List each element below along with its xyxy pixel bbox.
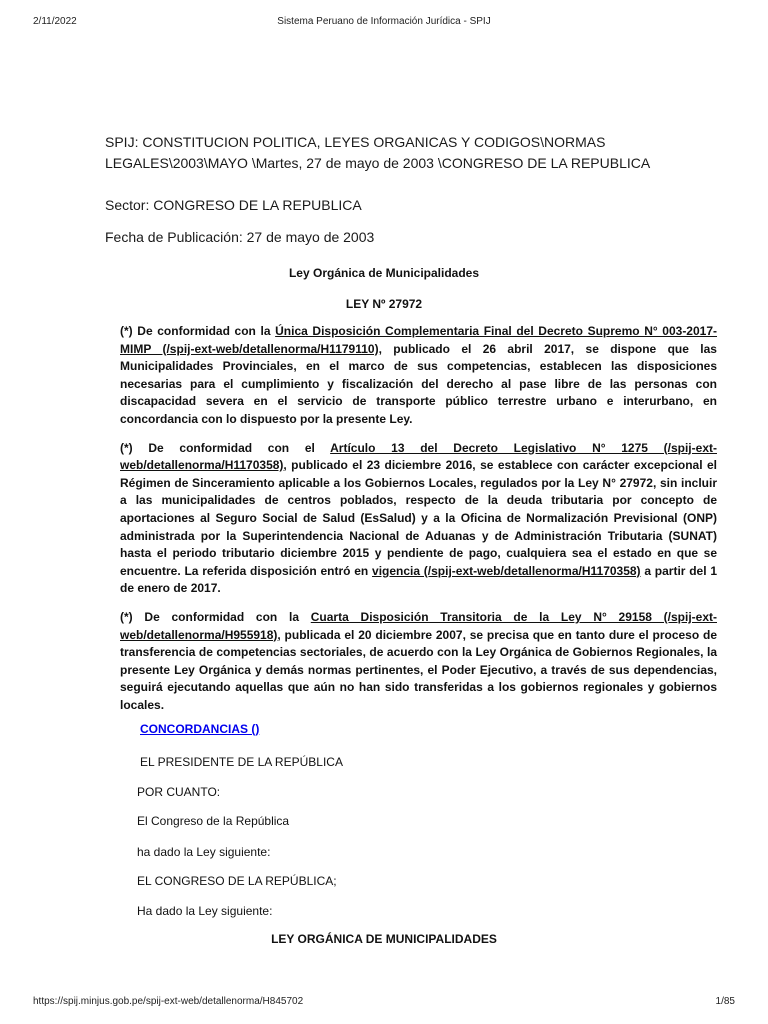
law-number: LEY Nº 27972 xyxy=(345,297,423,311)
congreso-caps-line: EL CONGRESO DE LA REPÚBLICA; xyxy=(137,874,337,888)
publication-date: Fecha de Publicación: 27 de mayo de 2003 xyxy=(105,229,375,245)
print-header xyxy=(33,16,735,30)
print-date: 2/11/2022 xyxy=(33,16,77,27)
document-intro xyxy=(105,132,708,248)
breadcrumb-path: SPIJ: CONSTITUCION POLITICA, LEYES ORGANICAS Y CODIGOS\NORMAS LEGALES\2003\MAYO \Martes, 27 de mayo de 2003 \CONGRESO DE LA REPUBLICA xyxy=(105,134,651,171)
page-url: https://spij.minjus.gob.pe/spij-ext-web/detallenorma/H845702 xyxy=(33,996,304,1007)
note-1: (*) De conformidad con la Única Disposición Complementaria Final del Decreto Supremo N° 003-2017-MIMP (/spij-ext-web/detallenorma/H1179110), publicado el 26 abril 2017, se dispone que las Municipalidades Provinciales, en el marco de sus competencias, establecen las disposiciones necesarias para el cumplimiento y fiscalización del derecho al pase libre de las personas con discapacidad severa en el servicio de transporte público terrestre urbano e interurbano, en concordancia con lo dispuesto por la presente Ley. xyxy=(120,324,718,426)
concordancias-link[interactable]: CONCORDANCIAS () xyxy=(140,722,260,736)
sector-line: Sector: CONGRESO DE LA REPUBLICA xyxy=(105,197,362,213)
ha-dado-line: ha dado la Ley siguiente: xyxy=(137,845,271,859)
note-2-link[interactable]: Artículo 13 del Decreto Legislativo N° 1275 (/spij-ext-web/detallenorma/H1170358) xyxy=(120,440,717,473)
por-cuanto-line: POR CUANTO: xyxy=(137,785,221,799)
note-2-vigencia-link[interactable]: vigencia (/spij-ext-web/detallenorma/H1170358) xyxy=(372,563,641,578)
note-3: (*) De conformidad con la Cuarta Disposición Transitoria de la Ley N° 29158 (/spij-ext-web/detallenorma/H955918), publicada el 20 diciembre 2007, se precisa que en tanto dure el proceso de transferencia de competencias sectoriales, de acuerdo con la Ley Orgánica de Gobiernos Regionales, la presente Ley Orgánica y demás normas pertinentes, el Poder Ejecutivo, a través de sus dependencias, seguirá ejecutando aquellas que aún no han sido transferidas a los gobiernos regionales y gobiernos locales. xyxy=(120,609,717,712)
site-title: Sistema Peruano de Información Jurídica - SPIJ xyxy=(277,16,491,27)
notes-section xyxy=(120,323,717,725)
page-number: 1/85 xyxy=(715,996,735,1007)
note-1-link[interactable]: Única Disposición Complementaria Final del Decreto Supremo N° 003-2017-MIMP (/spij-ext-web/detallenorma/H1179110) xyxy=(120,324,718,356)
note-3-link[interactable]: Cuarta Disposición Transitoria de la Ley N° 29158 (/spij-ext-web/detallenorma/H955918) xyxy=(120,609,717,642)
ley-organica-title: LEY ORGÁNICA DE MUNICIPALIDADES xyxy=(271,932,497,946)
ha-dado-line-2: Ha dado la Ley siguiente: xyxy=(137,904,273,918)
print-footer xyxy=(33,996,735,1010)
presidente-line: EL PRESIDENTE DE LA REPÚBLICA xyxy=(140,755,343,769)
note-2: (*) De conformidad con el Artículo 13 del Decreto Legislativo N° 1275 (/spij-ext-web/detallenorma/H1170358), publicado el 23 diciembre 2016, se establece con carácter excepcional el Régimen de Sinceramiento aplicable a los Gobiernos Locales, regulados por la Ley N° 27972, sin incluir a las municipalidades de centros poblados, respecto de la deuda tributaria por concepto de aportaciones al Seguro Social de Salud (EsSalud) y a la Oficina de Normalización Previsional (ONP) administrada por la Superintendencia Nacional de Aduanas y de Administración Tributaria (SUNAT) hasta el periodo tributario diciembre 2015 y pendiente de pago, cualquiera sea el estado en que se encuentre. La referida disposición entró en vigencia (/spij-ext-web/detallenorma/H1170358) a partir del 1 de enero de 2017. xyxy=(120,440,717,596)
congreso-line: El Congreso de la República xyxy=(137,814,290,828)
law-title: Ley Orgánica de Municipalidades xyxy=(288,266,480,280)
